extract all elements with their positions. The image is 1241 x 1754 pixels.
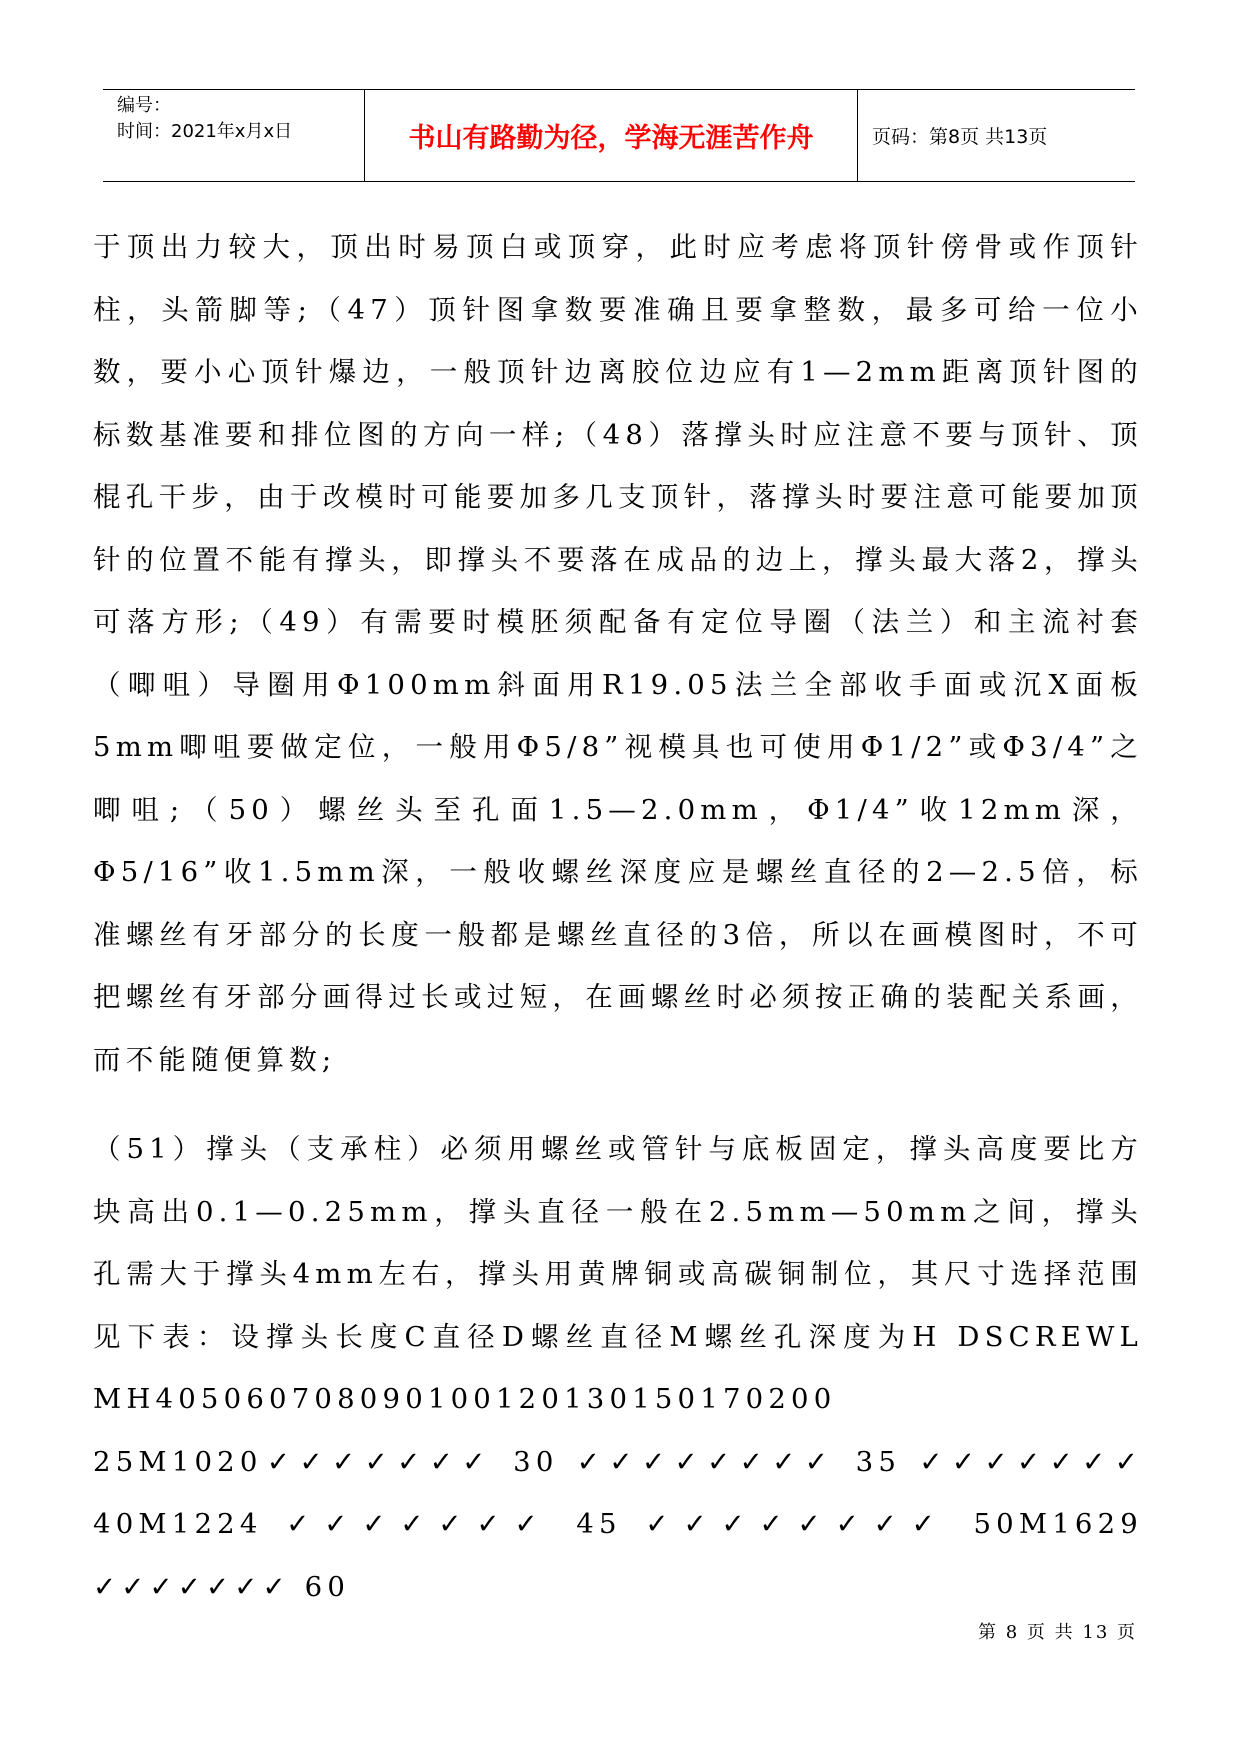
header-meta	[103, 90, 365, 181]
paragraph: 于顶出力较大，顶出时易顶白或顶穿，此时应考虑将顶针傍骨或作顶针柱，头箭脚等;（47）顶针图拿数要准确且要拿整数，最多可给一位小数，要小心顶针爆边，一般顶针边离胶位边应有1—2mm距离顶针图的标数基准要和排位图的方向一样;（48）落撑头时应注意不要与顶针、顶棍孔干步，由于改模时可能要加多几支顶针，落撑头时要注意可能要加顶针的位置不能有撑头，即撑头不要落在成品的边上，撑头最大落2，撑头可落方形;（49）有需要时模胚须配备有定位导圈（法兰）和主流衬套（唧咀）导圈用Φ100mm斜面用R19.05法兰全部收手面或沉X面板5mm唧咀要做定位，一般用Φ5/8”视模具也可使用Φ1/2”或Φ3/4”之唧咀;（50）螺丝头至孔面1.5—2.0mm，Φ1/4”收12mm深，Φ5/16”收1.5mm深，一般收螺丝深度应是螺丝直径的2—2.5倍，标准螺丝有牙部分的长度一般都是螺丝直径的3倍，所以在画模图时，不可把螺丝有牙部分画得过长或过短，在画螺丝时必须按正确的装配关系画，而不能随便算数;	[93, 231, 1143, 1076]
date-label: 时间：2021年x月x日	[117, 121, 293, 142]
page-header	[103, 89, 1135, 182]
page-code-label: 页码：第8页 共13页	[872, 126, 1048, 148]
header-page-code	[858, 90, 1135, 181]
paragraph: （51）撑头（支承柱）必须用螺丝或管针与底板固定，撑头高度要比方块高出0.1—0.25mm，撑头直径一般在2.5mm—50mm之间，撑头孔需大于撑头4mm左右，撑头用黄牌铜或高碳铜制位，其尺寸选择范围见下表：设撑头长度C直径D螺丝直径M螺丝孔深度为H DSCREWL MH405060708090100120130150170200 25M1020✓✓✓✓✓✓✓ 30 ✓✓✓✓✓✓✓✓ 35 ✓✓✓✓✓✓✓ 40M1224 ✓✓✓✓✓✓✓ 45 ✓✓✓✓✓✓✓✓ 50M1629 ✓✓✓✓✓✓✓ 60	[93, 1133, 1143, 1603]
document-body	[93, 216, 1143, 1618]
page-footer: 第 8 页 共 13 页	[978, 1622, 1137, 1643]
motto-text: 书山有路勤为径，学海无涯苦作舟	[408, 123, 814, 154]
serial-number-label: 编号：	[117, 95, 171, 116]
header-motto	[365, 90, 858, 181]
